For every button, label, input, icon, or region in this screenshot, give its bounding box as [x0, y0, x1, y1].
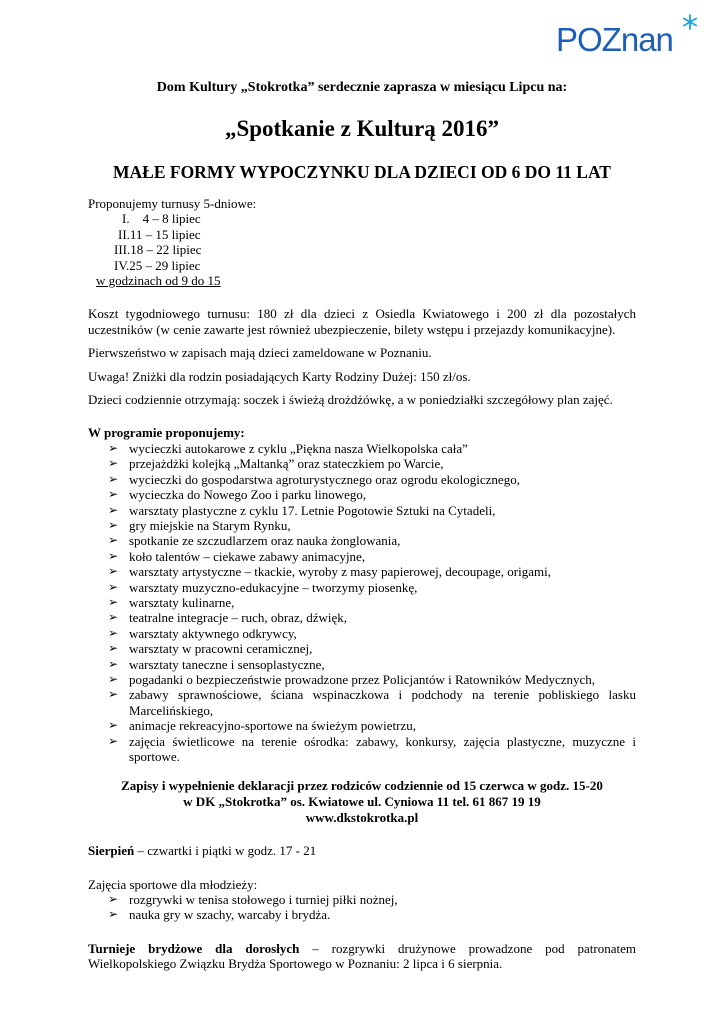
- arrow-bullet-icon: ➢: [108, 687, 119, 702]
- arrow-bullet-icon: ➢: [108, 907, 119, 922]
- turnus-item: II.11 – 15 lipiec: [118, 226, 201, 242]
- list-item: ➢ warsztaty taneczne i sensoplastyczne,: [108, 656, 325, 672]
- list-item: ➢ przejażdżki kolejką „Maltanką” oraz stateczkiem po Warcie,: [108, 456, 444, 472]
- list-item: ➢ zajęcia świetlicowe na terenie ośrodka: zabawy, konkursy, zajęcia plastyczne, muzyczne i sportowe.: [108, 733, 636, 764]
- arrow-bullet-icon: ➢: [108, 471, 119, 486]
- turnusy-intro: Proponujemy turnusy 5-dniowe:: [88, 196, 257, 211]
- signup-info: [88, 778, 636, 825]
- arrow-bullet-icon: ➢: [108, 502, 119, 517]
- august-info: Sierpień – czwartki i piątki w godz. 17 - 21: [88, 843, 317, 859]
- arrow-bullet-icon: ➢: [108, 594, 119, 609]
- program-heading: W programie proponujemy:: [88, 425, 245, 441]
- discount-paragraph: Uwaga! Zniżki dla rodzin posiadających Karty Rodziny Dużej: 150 zł/os.: [88, 368, 471, 384]
- list-item: ➢ warsztaty plastyczne z cyklu 17. Letnie Pogotowie Sztuki na Cytadeli,: [108, 502, 496, 518]
- arrow-bullet-icon: ➢: [108, 733, 119, 748]
- document-body: [88, 196, 636, 972]
- list-item: ➢ wycieczka do Nowego Zoo i parku linowego,: [108, 487, 367, 503]
- list-item: ➢ gry miejskie na Starym Rynku,: [108, 517, 291, 533]
- list-item: ➢ zabawy sprawnościowe, ściana wspinaczkowa i podchody na terenie pobliskiego lasku Marcelińskiego,: [108, 687, 636, 718]
- list-item: ➢ spotkanie ze szczudlarzem oraz nauka żonglowania,: [108, 533, 401, 549]
- turnus-hours: w godzinach od 9 do 15: [96, 273, 221, 289]
- turnus-item: I. 4 – 8 lipiec: [122, 211, 201, 227]
- arrow-bullet-icon: ➢: [108, 892, 119, 906]
- logo-text: POZnan: [556, 21, 673, 58]
- arrow-bullet-icon: ➢: [108, 718, 119, 733]
- arrow-bullet-icon: ➢: [108, 548, 119, 563]
- list-item: ➢ wycieczki do gospodarstwa agroturystycznego oraz ogrodu ekologicznego,: [108, 471, 520, 487]
- arrow-bullet-icon: ➢: [108, 456, 119, 471]
- list-item: ➢ rozgrywki w tenisa stołowego i turniej piłki nożnej,: [108, 892, 398, 907]
- poznan-logo: [556, 14, 706, 58]
- arrow-bullet-icon: ➢: [108, 641, 119, 656]
- list-item: ➢ warsztaty artystyczne – tkackie, wyroby z masy papierowej, decoupage, origami,: [108, 564, 551, 580]
- priority-paragraph: Pierwszeństwo w zapisach mają dzieci zameldowane w Poznaniu.: [88, 345, 432, 361]
- turnus-item: IV.25 – 29 lipiec: [114, 257, 201, 273]
- list-item: ➢ warsztaty kulinarne,: [108, 594, 235, 610]
- list-item: ➢ warsztaty aktywnego odkrywcy,: [108, 625, 297, 641]
- arrow-bullet-icon: ➢: [108, 440, 119, 455]
- list-item: ➢ warsztaty w pracowni ceramicznej,: [108, 641, 313, 657]
- turnus-item: III.18 – 22 lipiec: [114, 242, 202, 258]
- arrow-bullet-icon: ➢: [108, 487, 119, 502]
- arrow-bullet-icon: ➢: [108, 610, 119, 625]
- event-title: „Spotkanie z Kulturą 2016”: [224, 116, 500, 141]
- list-item: ➢ wycieczki autokarowe z cyklu „Piękna nasza Wielkopolska cała”: [108, 440, 468, 456]
- asterisk-icon: [682, 14, 698, 30]
- list-item: ➢ koło talentów – ciekawe zabawy animacyjne,: [108, 548, 366, 564]
- list-item: ➢ teatralne integracje – ruch, obraz, dźwięk,: [108, 610, 347, 626]
- list-item: ➢ warsztaty muzyczno-edukacyjne – tworzymy piosenkę,: [108, 579, 418, 595]
- turnus-list: [88, 211, 636, 273]
- bridge-info: Turnieje brydżowe dla dorosłych – rozgrywki drużynowe prowadzone pod patronatem Wielkopolskiego Związku Brydża Sportowego w Poznaniu: 2 lipca i 6 sierpnia.: [88, 940, 637, 972]
- list-item: ➢ nauka gry w szachy, warcaby i brydża.: [108, 907, 331, 923]
- arrow-bullet-icon: ➢: [108, 656, 119, 671]
- signup-line: w DK „Stokrotka” os. Kwiatowe ul. Cyniowa 11 tel. 61 867 19 19: [183, 794, 541, 809]
- youth-intro: Zajęcia sportowe dla młodzieży:: [88, 876, 258, 892]
- program-list: [88, 441, 636, 765]
- list-item: ➢ pogadanki o bezpieczeństwie prowadzone przez Policjantów i Ratowników Medycznych,: [108, 671, 596, 687]
- invitation-header: Dom Kultury „Stokrotka” serdecznie zaprasza w miesiącu Lipcu na:: [156, 80, 568, 95]
- arrow-bullet-icon: ➢: [108, 517, 119, 532]
- arrow-bullet-icon: ➢: [108, 671, 119, 686]
- arrow-bullet-icon: ➢: [108, 625, 119, 640]
- event-subtitle: MAŁE FORMY WYPOCZYNKU DLA DZIECI OD 6 DO 11 LAT: [113, 162, 611, 182]
- cost-paragraph: Koszt tygodniowego turnusu: 180 zł dla dzieci z Osiedla Kwiatowego i 200 zł dla pozostałych uczestników (w cenie zawarte jest również ubezpieczenie, bilety wstępu i przejazdy komunikacyjne).: [88, 306, 636, 337]
- website-link[interactable]: www.dkstokrotka.pl: [305, 809, 419, 825]
- signup-line: Zapisy i wypełnienie deklaracji przez rodziców codziennie od 15 czerwca w godz. 15-20: [121, 778, 603, 794]
- arrow-bullet-icon: ➢: [108, 533, 119, 548]
- list-item: ➢ animacje rekreacyjno-sportowe na świeżym powietrzu,: [108, 718, 416, 734]
- youth-list: [88, 892, 636, 923]
- arrow-bullet-icon: ➢: [108, 579, 119, 594]
- arrow-bullet-icon: ➢: [108, 564, 119, 579]
- snack-paragraph: Dzieci codziennie otrzymają: soczek i świeżą drożdżówkę, a w poniedziałki szczegółowy plan zajęć.: [88, 392, 613, 408]
